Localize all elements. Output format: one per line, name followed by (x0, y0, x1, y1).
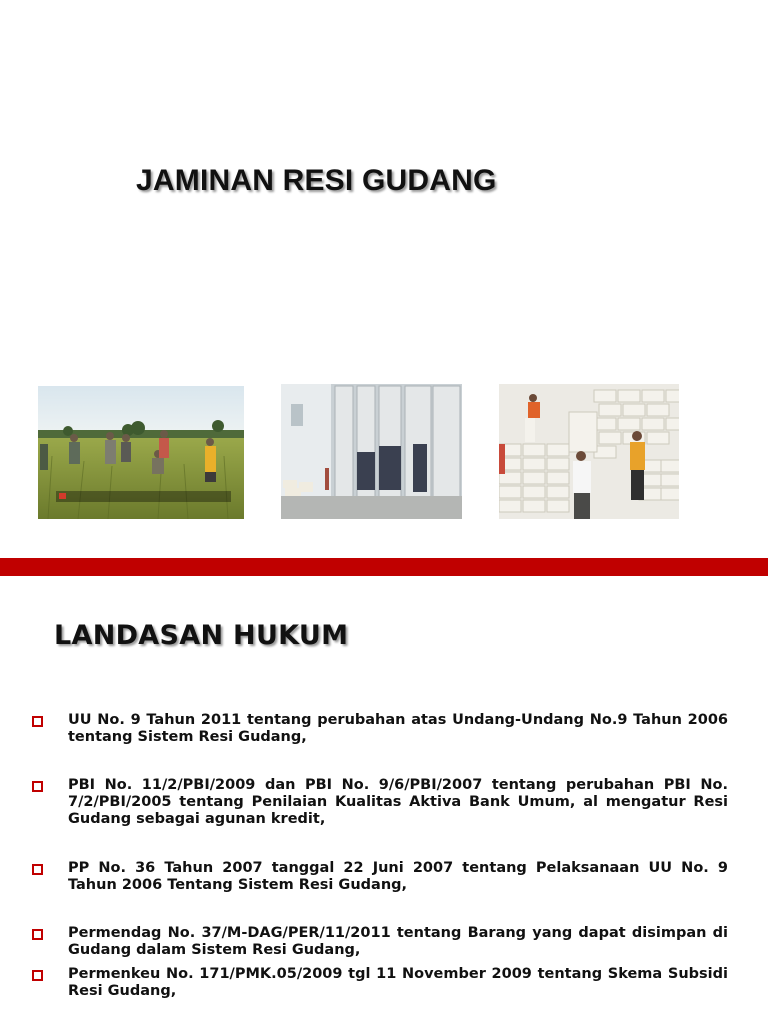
square-bullet-icon (32, 864, 43, 875)
warehouse-silo-photo (281, 384, 462, 519)
square-bullet-icon (32, 929, 43, 940)
list-item-text: PP No. 36 Tahun 2007 tanggal 22 Juni 2007 tentang Pelaksanaan UU No. 9 Tahun 2006 Tentang Sistem Resi Gudang, (68, 860, 728, 893)
slide-title: JAMINAN RESI GUDANG (136, 164, 497, 197)
slide-title: LANDASAN HUKUM (54, 620, 349, 651)
list-item-text: Permendag No. 37/M-DAG/PER/11/2011 tentang Barang yang dapat disimpan di Gudang dalam Sistem Resi Gudang, (68, 925, 728, 958)
slide-landasan-hukum (0, 576, 768, 1024)
square-bullet-icon (32, 716, 43, 727)
divider-red-bar (0, 558, 768, 576)
square-bullet-icon (32, 970, 43, 981)
rice-sacks-photo (499, 384, 679, 519)
list-item-text: PBI No. 11/2/PBI/2009 dan PBI No. 9/6/PBI/2007 tentang perubahan PBI No. 7/2/PBI/2005 tentang Penilaian Kualitas Aktiva Bank Umum, al mengatur Resi Gudang sebagai agunan kredit, (68, 777, 728, 827)
list-item-text: UU No. 9 Tahun 2011 tentang perubahan atas Undang-Undang No.9 Tahun 2006 tentang Sistem Resi Gudang, (68, 712, 728, 745)
square-bullet-icon (32, 781, 43, 792)
list-item-text: Permenkeu No. 171/PMK.05/2009 tgl 11 November 2009 tentang Skema Subsidi Resi Gudang, (68, 966, 728, 999)
farmers-field-photo (38, 386, 244, 519)
